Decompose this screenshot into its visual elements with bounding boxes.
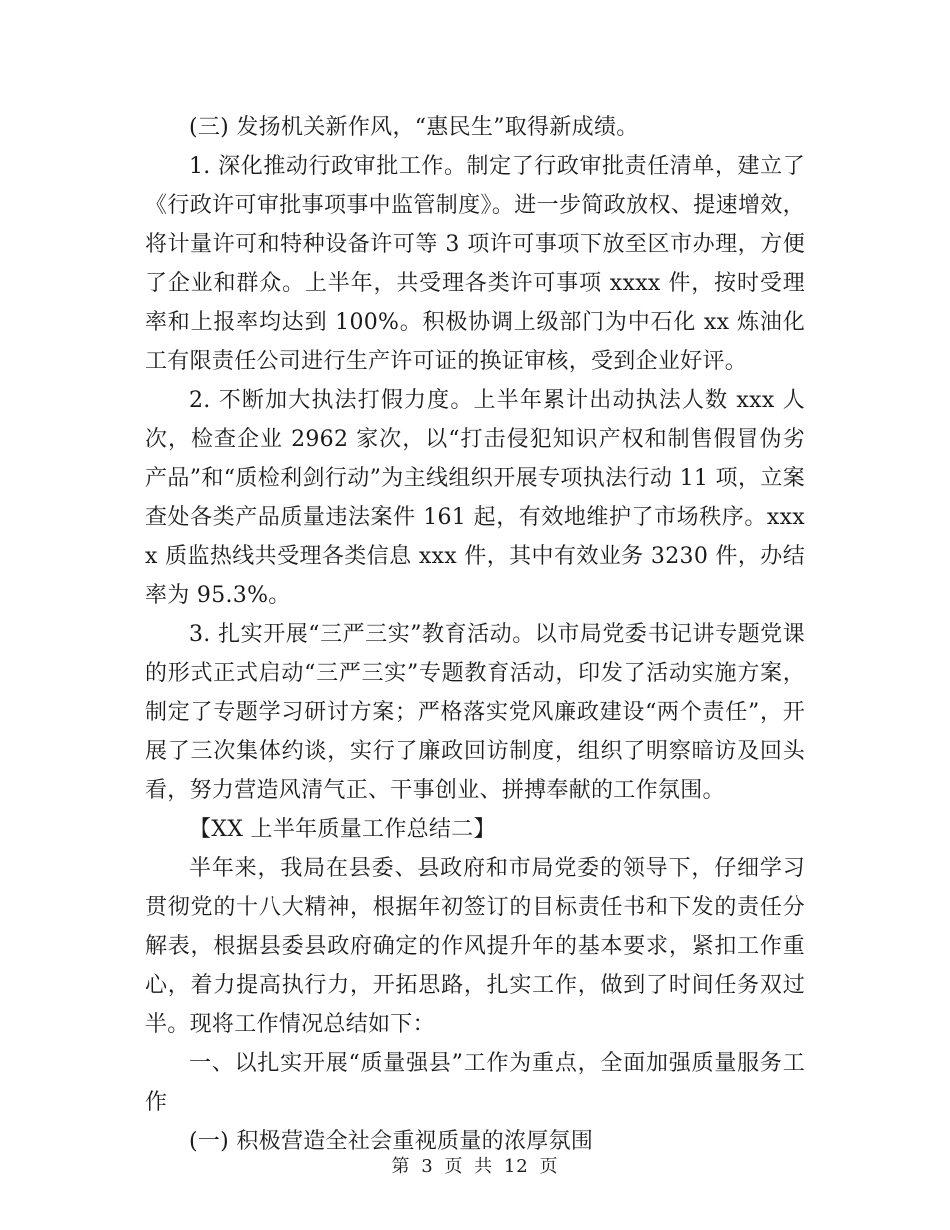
subsection-heading-one: (一) 积极营造全社会重视质量的浓厚氛围 [189,1129,594,1154]
document-body [145,108,805,1161]
section-heading: (三) 发扬机关新作风，“惠民生”取得新成绩。 [189,115,639,140]
paragraph-introduction: 半年来，我局在县委、县政府和市局党委的领导下，仔细学习贯彻党的十八大精神，根据年初签订的目标责任书和下发的责任分解表，根据县委县政府确定的作风提升年的基本要求，紧扣工作重心，着力提高执行力，开拓思路，扎实工作，做到了时间任务双过半。现将工作情况总结如下： [145,856,805,1037]
paragraph-administrative-approval: 1. 深化推动行政审批工作。制定了行政审批责任清单，建立了《行政许可审批事项事中监管制度》。进一步简政放权、提速增效，将计量许可和特种设备许可等 3 项许可事项下放至区市办理，方便了企业和群众。上半年，共受理各类许可事项 xxxx 件，按时受理率和上报率均达到 100%。积极协调上级部门为中石化 xx 炼油化工有限责任公司进行生产许可证的换证审核，受到企业好评。 [145,154,805,374]
section-heading-one: 一、以扎实开展“质量强县”工作为重点，全面加强质量服务工作 [145,1051,805,1115]
paragraph-education-activity: 3. 扎实开展“三严三实”教育活动。以市局党委书记讲专题党课的形式正式启动“三严三实”专题教育活动，印发了活动实施方案，制定了专题学习研讨方案；严格落实党风廉政建设“两个责任”，开展了三次集体约谈，实行了廉政回访制度，组织了明察暗访及回头看，努力营造风清气正、干事创业、拼搏奉献的工作氛围。 [145,622,805,803]
page-number-footer: 第 3 页 共 12 页 [391,1156,559,1177]
paragraph-law-enforcement: 2. 不断加大执法打假力度。上半年累计出动执法人数 xxx 人次，检查企业 2962 家次，以“打击侵犯知识产权和制售假冒伪劣产品”和“质检利剑行动”为主线组织开展专项执法行动 11 项，立案查处各类产品质量违法案件 161 起，有效地维护了市场秩序。xxxx 质监热线共受理各类信息 xxx 件，其中有效业务 3230 件，办结率为 95.3%。 [145,388,805,608]
subtitle-summary-two: 【XX 上半年质量工作总结二】 [189,817,496,842]
